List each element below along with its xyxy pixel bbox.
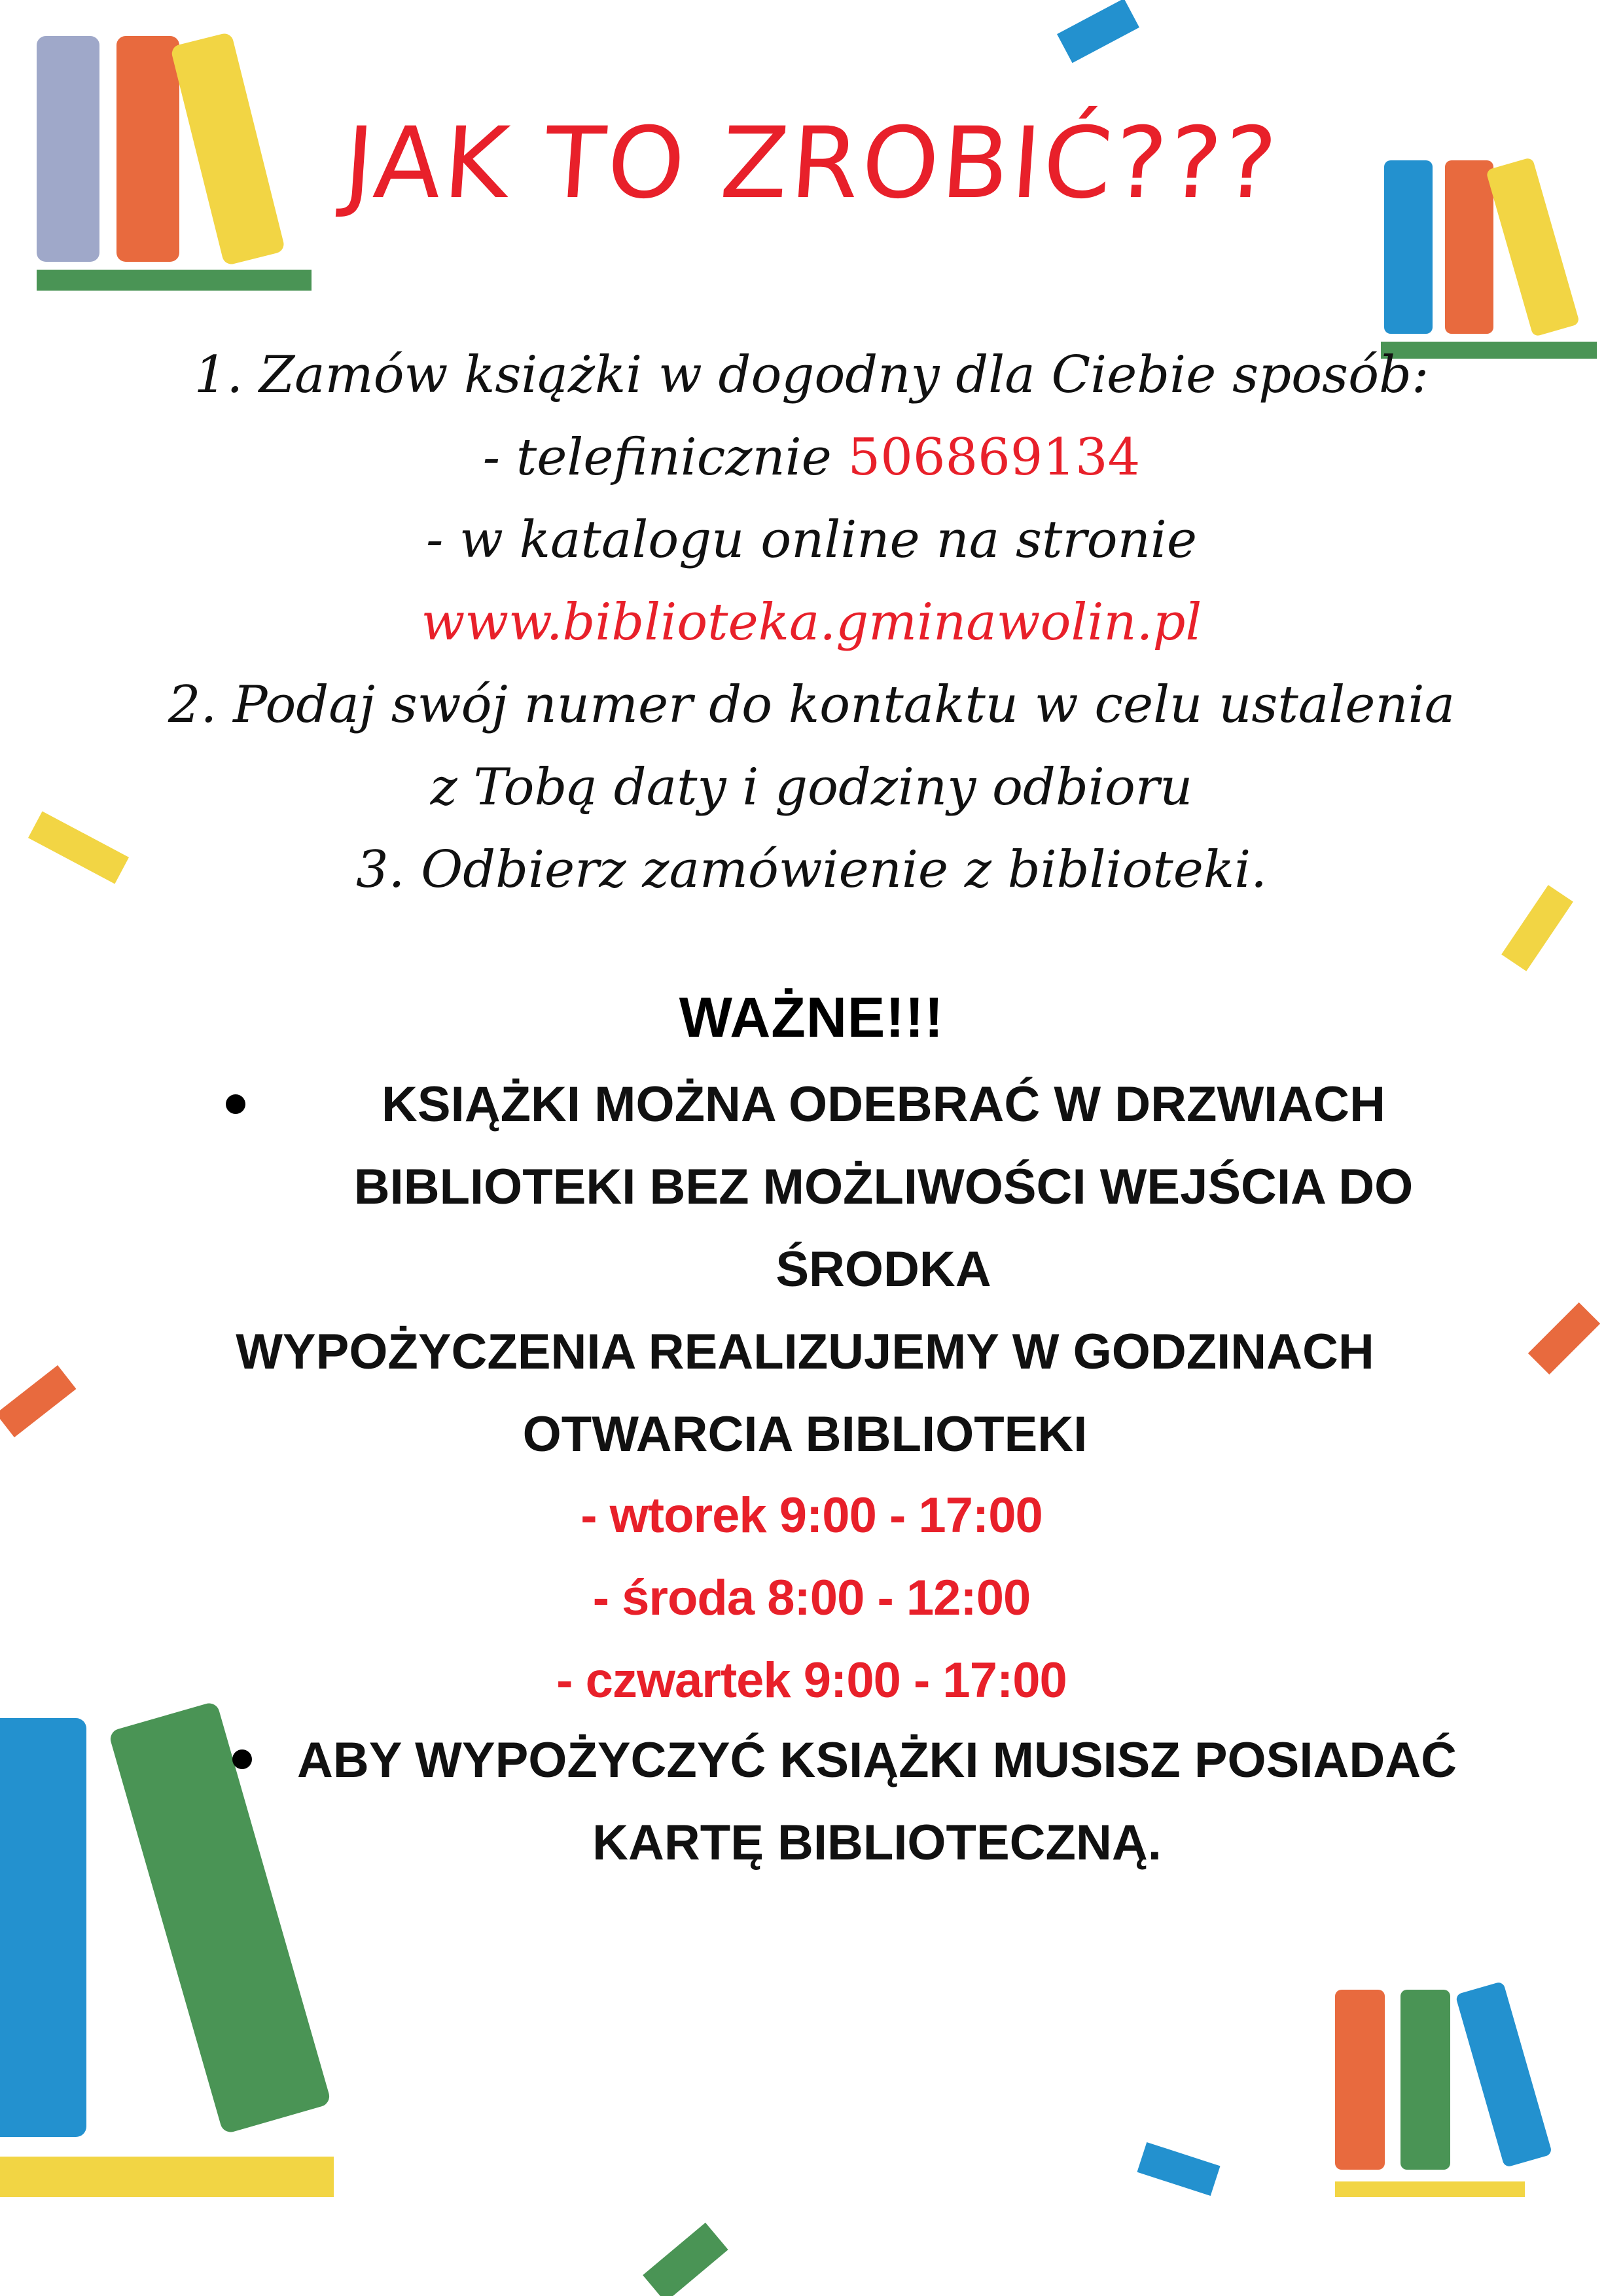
phone-number[interactable]: 506869134 — [847, 428, 1141, 487]
bullet-1 — [72, 1064, 1623, 1311]
hours-tuesday: - wtorek 9:00 - 17:00 — [580, 1488, 1043, 1543]
step-2-line-2: z Tobą daty i godziny odbioru — [430, 758, 1193, 817]
hours-wednesday: - środa 8:00 - 12:00 — [592, 1570, 1031, 1626]
bullet-1-line-1: KSIĄŻKI MOŻNA ODEBRAĆ W DRZWIACH — [382, 1077, 1385, 1132]
bullet-1-line-3: ŚRODKA — [776, 1242, 991, 1297]
hours-intro-line-1: WYPOŻYCZENIA REALIZUJEMY W GODZINACH — [236, 1324, 1374, 1380]
bullet-2 — [65, 1719, 1623, 1884]
catalog-line: - w katalogu online na stronie — [426, 511, 1197, 569]
steps-section — [0, 334, 1623, 911]
phone-line — [0, 416, 1623, 499]
bullet-2-line-1: ABY WYPOŻYCZYĆ KSIĄŻKI MUSISZ POSIADAĆ — [296, 1732, 1457, 1788]
step-3: 3. Odbierz zamówienie z biblioteki. — [356, 840, 1267, 899]
hours-intro — [0, 1311, 1616, 1476]
bullet-1-line-2: BIBLIOTEKI BEZ MOŻLIWOŚCI WEJŚCIA DO — [353, 1159, 1414, 1215]
books-bottom-right-icon — [1335, 1981, 1552, 2197]
step-1: 1. Zamów książki w dogodny dla Ciebie sposób: — [194, 346, 1429, 404]
hours-thursday: - czwartek 9:00 - 17:00 — [556, 1653, 1067, 1708]
opening-hours — [0, 1475, 1623, 1722]
confetti-blue-bottom — [1137, 2142, 1220, 2196]
bullet-2-line-2: KARTĘ BIBLIOTECZNĄ. — [592, 1815, 1162, 1871]
confetti-blue-top — [1057, 0, 1139, 63]
page-title: JAK TO ZROBIĆ??? — [340, 107, 1283, 221]
website-link[interactable]: www.biblioteka.gminawolin.pl — [421, 593, 1202, 652]
confetti-green-bottom — [643, 2223, 728, 2296]
phone-prefix: - telefinicznie — [482, 428, 848, 487]
hours-intro-line-2: OTWARCIA BIBLIOTEKI — [522, 1407, 1088, 1462]
step-2-line-1: 2. Podaj swój numer do kontaktu w celu ustalenia — [168, 675, 1455, 734]
important-heading: WAŻNE!!! — [679, 986, 944, 1049]
